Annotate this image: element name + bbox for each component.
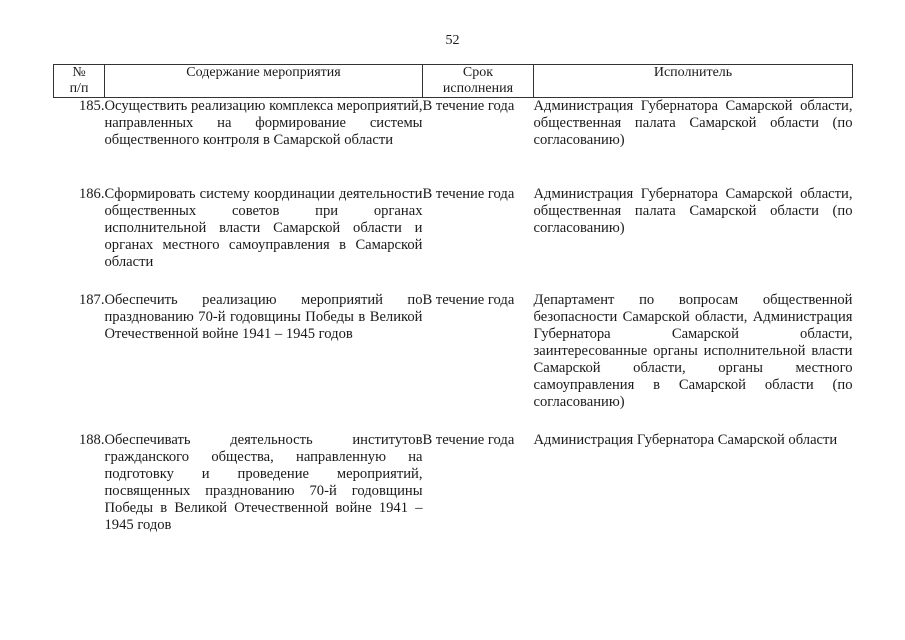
row-executor: Департамент по вопросам общественной безопасности Самарской области, Администрация Губернатора Самарской области, заинтересованные органы исполнительной власти Самарской области, органы местного самоуправления в Самарской области (по согласованию)	[533, 291, 853, 410]
row-number: 185.	[78, 98, 105, 114]
table-header-row	[54, 65, 853, 98]
row-number: 188.	[78, 431, 105, 448]
row-term: В течение года	[422, 291, 515, 308]
row-term: В течение года	[422, 98, 515, 114]
table-row	[54, 292, 853, 432]
row-content: Обеспечивать деятельность институтов гражданского общества, направленную на подготовку и проведение мероприятий, посвященных празднованию 70-й годовщины Победы в Великой Отечественной войне 1941 – 1945 годов	[104, 431, 423, 533]
row-executor: Администрация Губернатора Самарской области	[533, 431, 838, 448]
table-row	[54, 432, 853, 542]
header-number-line1: №	[72, 65, 86, 80]
header-term-line1: Срок	[462, 65, 494, 80]
row-executor: Администрация Губернатора Самарской области, общественная палата Самарской области (по согласованию)	[533, 98, 853, 148]
row-content: Сформировать систему координации деятельности общественных советов при органах исполнительной власти Самарской области и органах местного самоуправления в Самарской области	[104, 185, 423, 270]
row-number: 187.	[78, 291, 105, 308]
header-term-line2: исполнения	[442, 81, 514, 96]
table-row	[54, 98, 853, 186]
row-content: Обеспечить реализацию мероприятий по празднованию 70-й годовщины Победы в Великой Отечественной войне 1941 – 1945 годов	[104, 291, 423, 342]
header-number-line2: п/п	[69, 81, 89, 96]
table-row	[54, 186, 853, 292]
page-number: 52	[445, 33, 460, 48]
row-number: 186.	[78, 185, 105, 202]
row-term: В течение года	[422, 185, 515, 202]
header-executor	[534, 65, 853, 98]
header-executor-label: Исполнитель	[653, 65, 733, 80]
row-content: Осуществить реализацию комплекса мероприятий, направленных на формирование системы общественного контроля в Самарской области	[104, 98, 423, 148]
header-content-label: Содержание мероприятия	[186, 65, 341, 80]
header-number	[54, 65, 105, 98]
action-plan-table	[53, 64, 853, 542]
row-executor: Администрация Губернатора Самарской области, общественная палата Самарской области (по согласованию)	[533, 185, 853, 236]
header-term	[423, 65, 534, 98]
header-content	[105, 65, 423, 98]
row-term: В течение года	[422, 431, 515, 448]
